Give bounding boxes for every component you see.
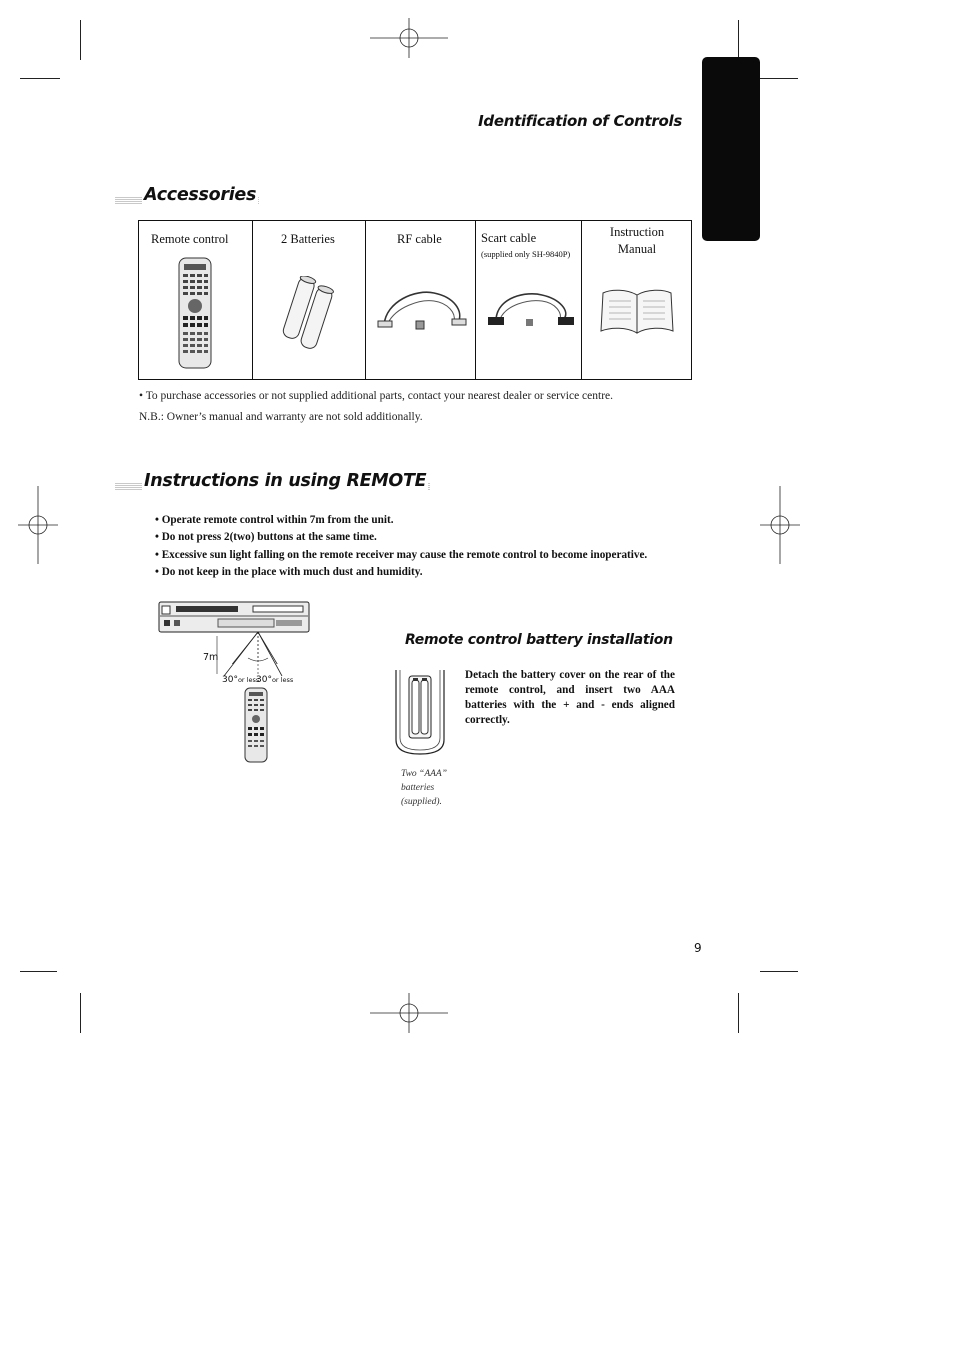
accessories-note: • To purchase accessories or not supplied additional parts, contact your nearest dealer or service centre.: [139, 390, 614, 402]
accessory-label: 2 Batteries: [281, 232, 335, 246]
accessory-label: Remote control: [151, 232, 229, 246]
angle-value: 30°: [256, 675, 272, 685]
accessory-cell-remote: [139, 221, 253, 379]
angle-suffix: or less: [271, 676, 294, 684]
accessories-table: [138, 220, 692, 380]
battery-installation-text: Detach the battery cover on the rear of the remote control, and insert two AAA batteries with the + and - ends aligned correctly.: [465, 669, 675, 726]
battery-caption: [401, 767, 461, 809]
page-section-title: Identification of Controls: [478, 112, 682, 130]
crop-mark: [760, 971, 798, 972]
angle-label-left: [222, 675, 259, 685]
accessory-label: Manual: [617, 242, 657, 256]
batteries-icon: [277, 276, 349, 356]
accessory-cell-batteries: [253, 221, 366, 379]
chapter-tab: [702, 57, 760, 241]
crop-mark: [738, 993, 739, 1033]
crop-mark: [760, 78, 798, 79]
crop-mark: [738, 20, 739, 60]
list-item: • Operate remote control within 7m from the unit.: [155, 514, 394, 526]
accessories-title: Accessories: [144, 185, 257, 205]
rf-cable-icon: [376, 283, 468, 335]
distance-label: 7m: [203, 652, 219, 663]
list-item: • Do not press 2(two) buttons at the same time.: [155, 531, 377, 544]
crop-mark: [80, 993, 81, 1033]
page-number: 9: [694, 941, 702, 955]
registration-mark-icon: [370, 993, 450, 1035]
angle-suffix: or less: [237, 676, 260, 684]
list-item: • Excessive sun light falling on the remote receiver may cause the remote control to become inoperative.: [155, 548, 648, 561]
accessory-label: Scart cable: [481, 231, 537, 245]
accessory-cell-scart-cable: [476, 221, 582, 379]
accessory-label: RF cable: [397, 232, 442, 246]
angle-value: 30°: [222, 675, 238, 685]
crop-mark: [20, 971, 57, 972]
caption-line: (supplied).: [401, 797, 442, 807]
crop-mark: [80, 20, 81, 60]
battery-installation-title: Remote control battery installation: [405, 632, 673, 648]
manual-book-icon: [599, 287, 675, 337]
list-item: • Do not keep in the place with much dust and humidity.: [155, 565, 423, 578]
registration-mark-icon: [370, 18, 450, 60]
registration-mark-icon: [16, 486, 60, 566]
caption-line: batteries: [401, 783, 435, 793]
caption-line: Two “AAA”: [401, 769, 448, 779]
accessory-sublabel: (supplied only SH-9840P): [481, 249, 571, 259]
remote-back-battery-icon: [390, 666, 452, 758]
remote-instructions-title: Instructions in using REMOTE: [144, 471, 427, 491]
accessories-note: N.B.: Owner’s manual and warranty are not sold additionally.: [139, 411, 423, 423]
scart-cable-icon: [486, 287, 576, 333]
registration-mark-icon: [758, 486, 802, 566]
angle-label-right: [256, 675, 293, 685]
accessory-cell-manual: [582, 221, 692, 379]
remote-control-icon: [177, 256, 213, 370]
accessory-cell-rf-cable: [366, 221, 476, 379]
accessory-label: Instruction: [609, 225, 665, 239]
remote-instructions-list: [155, 512, 647, 581]
remote-control-icon: [244, 687, 268, 763]
crop-mark: [20, 78, 60, 79]
